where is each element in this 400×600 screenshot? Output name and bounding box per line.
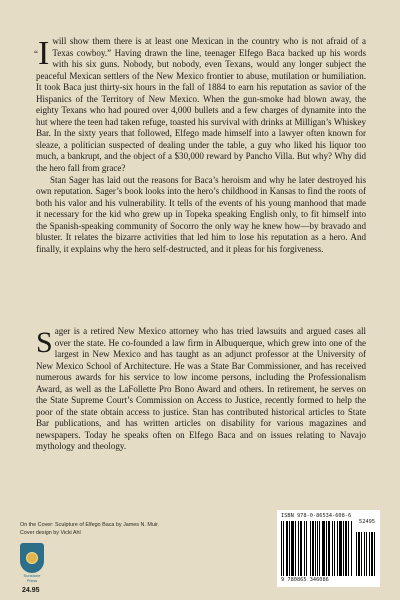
bio-dropcap: S — [36, 326, 53, 359]
price-addon-digits: 52495 — [359, 519, 375, 525]
bio-text: ager is a retired New Mexico attorney who has tried lawsuits and argued cases all over the state. He co-founded a law firm in Albuquerque, which grew into one of the largest in New Mexico and has taught as an adjunct professor at the University of New Mexico School of Architecture. He was a State Bar Commissioner, and has received numerous awards for his service to low income persons, including the Professionalism Award, as well as the LaFollette Pro Bono Award and others. In retirement, he serves on the State Supreme Court’s Commission on Access to Justice, recently formed to help the poor of the state obtain access to justice. Stan has contributed historical articles to State Bar publications, and has written articles on disability for various magazines and newspapers. Today he speaks often on Elfego Baca and on issues relating to Navajo mythology and theology. — [36, 326, 366, 452]
blurb-paragraph-1-text: will show them there is at least one Mexican in the country who is not afraid of a Texas cowboy.” Having drawn the line, teenager Elfego Baca backed up his words with his six guns. Nobody, but nobody, even Texans, would any longer subject the peaceful Mexican settlers of the New Mexico frontier to abuse, mutilation or humiliation. It took Baca just thirty-six hours in the fall of 1884 to earn his reputation as savior of the Hispanics of the Territory of New Mexico. When the gun-smoke had blown away, the eighty Texans who had poured over 4,000 bullets and a few charges of dynamite into the hut where the teen had taken refuge, toasted his survival with drinks at Milligan’s Whiskey Bar. In the sixty years that followed, Elfego made himself into a lawyer often known for sleaze, a politician suspected of dealing under the table, a guy who liked his liquor too much, a bankrupt, and the object of a $30,000 reward by Pancho Villa. But why? Why did the hero fall from grace? — [36, 36, 366, 174]
barcode-bars — [281, 521, 376, 576]
author-bio — [36, 326, 366, 453]
cover-design-credit: Cover design by Vicki Ahl — [20, 530, 81, 536]
barcode-digits: 9 780865 346086 — [281, 577, 329, 583]
price: 24.95 — [22, 587, 40, 594]
cover-credits — [20, 521, 159, 537]
publisher-logo — [20, 543, 44, 587]
blurb-dropcap: “I — [34, 35, 50, 72]
book-blurb — [36, 36, 366, 255]
isbn-barcode — [277, 510, 380, 587]
sunstone-sun-icon — [20, 543, 44, 573]
cover-sculpture-credit: On the Cover: Sculpture of Elfego Baca by James N. Muir. — [20, 522, 160, 528]
blurb-paragraph-2: Stan Sager has laid out the reasons for Baca’s heroism and why he later destroyed his own reputation. Sager’s book looks into the hero’s childhood in Kansas to find the roots of both his valor and his vulnerability. It tells of the events of his young manhood that made it necessary for the kid who grew up in Topeka speaking English only, to fit himself into the Spanish-speaking community of Socorro the only way he knew how—by bravado and bluster. It relates the bizarre activities that led him to lose his reputation as a hero. And finally, it explains why the hero self-destructed, and it pleas for his forgiveness. — [36, 174, 366, 254]
isbn-label: ISBN 978-0-86534-608-6 — [281, 513, 352, 519]
blurb-paragraph-1 — [36, 36, 366, 175]
publisher-name: Sunstone Press — [23, 573, 41, 583]
